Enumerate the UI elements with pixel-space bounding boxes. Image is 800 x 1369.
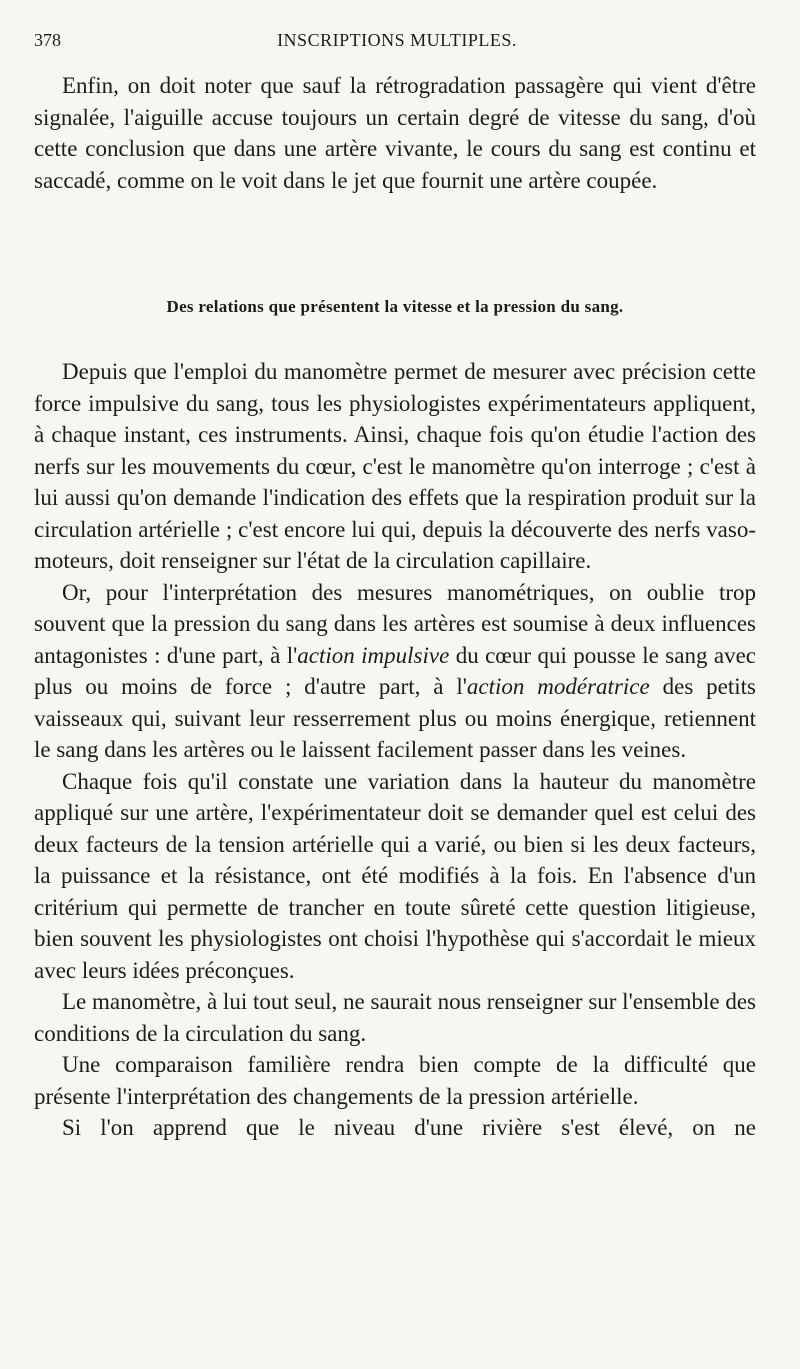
paragraph-3-part-1: Or, pour l'interprétation des mesures manométriques, on oublie trop souvent que la pression du sang dans les artères est soumise à deux influences antagonistes : d'une part, à l' [34, 579, 756, 668]
paragraph-3-part-3: des petits vaisseaux qui, suivant leur resserrement plus ou moins énergique, retiennent le sang dans les artères ou le laissent facilement passer dans les veines. [34, 674, 756, 762]
page-header [34, 30, 760, 60]
paragraph-7: Si l'on apprend que le niveau d'une rivière s'est élevé, on ne [62, 1115, 756, 1140]
text-block-top [34, 70, 756, 196]
paragraph-2: Depuis que l'emploi du manomètre permet de mesurer avec précision cette force impulsive du sang, tous les physiologistes expérimentateurs appliquent, à chaque instant, ces instruments. Ainsi, chaque fois qu'on étudie l'action des nerfs sur les mouvements du cœur, c'est le manomètre qu'on interroge ; c'est à lui aussi qu'on demande l'indication des effets que la respiration produit sur la circulation artérielle ; c'est encore lui qui, depuis la découverte des nerfs vaso-moteurs, doit renseigner sur l'état de la circulation capillaire. [34, 359, 756, 573]
paragraph-3-part-2: du cœur qui pousse le sang avec plus ou moins de force ; d'autre part, à l' [34, 642, 756, 699]
paragraph-1: Enfin, on doit noter que sauf la rétrogradation passagère qui vient d'être signalée, l'aiguille accuse toujours un certain degré de vitesse du sang, d'où cette conclusion que dans une artère vivante, le cours du sang est continu et saccadé, comme on le voit dans le jet que fournit une artère coupée. [34, 73, 756, 193]
page-number: 378 [34, 30, 61, 50]
paragraph-3 [34, 577, 756, 766]
paragraph-5: Le manomètre, à lui tout seul, ne saurait nous renseigner sur l'ensemble des conditions de la circulation du sang. [34, 989, 756, 1046]
paragraph-4: Chaque fois qu'il constate une variation dans la hauteur du manomètre appliqué sur une artère, l'expérimentateur doit se demander quel est celui des deux facteurs de la tension artérielle qui a varié, ou bien si les deux facteurs, la puissance et la résistance, ont été modifiés à la fois. En l'absence d'un critérium qui permette de trancher en toute sûreté cette question litigieuse, bien souvent les physiologistes ont choisi l'hypothèse qui s'accordait le mieux avec leurs idées préconçues. [34, 768, 756, 983]
paragraph-6: Une comparaison familière rendra bien compte de la difficulté que présente l'interprétation des changements de la pression artérielle. [34, 1052, 756, 1109]
text-block-main [34, 356, 756, 1144]
paragraph-3-italic-2: action modératrice [466, 674, 650, 699]
section-heading: Des relations que présentent la vitesse et la pression du sang. [166, 297, 624, 316]
paragraph-3-italic-1: action impulsive [297, 642, 450, 668]
running-title: INSCRIPTIONS MULTIPLES. [277, 30, 517, 50]
